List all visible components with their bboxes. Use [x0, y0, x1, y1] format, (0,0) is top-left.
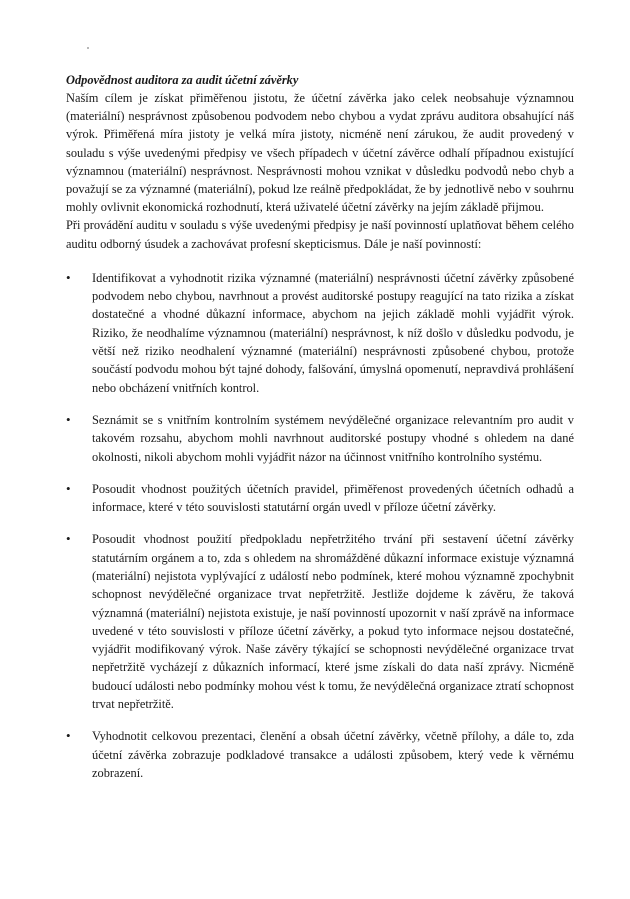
duties-list: [66, 269, 574, 782]
bullet-icon: •: [66, 728, 71, 744]
list-item: [66, 530, 574, 713]
list-item-text: Seznámit se s vnitřním kontrolním systémem nevýdělečné organizace relevantním pro audit v takovém rozsahu, abychom mohli navrhnout auditorské postupy vhodné s ohledem na dané okolnosti, nikoli abychom mohli vyjádřit názor na účinnost vnitřního kontrolního systému.: [92, 412, 574, 464]
paragraph-duties-intro: Při provádění auditu v souladu s výše uvedenými předpisy je naší povinností uplatňovat během celého auditu odborný úsudek a zachovávat profesní skepticismus. Dále je naší povinností:: [66, 218, 574, 251]
list-item-text: Posoudit vhodnost použitých účetních pravidel, přiměřenost provedených účetních odhadů a informace, které v této souvislosti statutární orgán uvedl v příloze účetní závěrky.: [92, 481, 574, 515]
bullet-icon: •: [66, 480, 71, 496]
document-page: [66, 71, 574, 796]
scan-speck: [87, 47, 89, 49]
bullet-icon: •: [66, 411, 71, 427]
list-item: [66, 269, 574, 397]
list-item: [66, 411, 574, 466]
list-item: [66, 480, 574, 517]
section-heading: Odpovědnost auditora za audit účetní závěrky: [66, 73, 299, 87]
list-item-text: Identifikovat a vyhodnotit rizika významné (materiální) nesprávnosti účetní závěrky způsobené podvodem nebo chybou, navrhnout a provést auditorské postupy reagující na tato rizika a získat dostatečné a vhodné důkazní informace, abychom na jejich základě mohli vyjádřit výrok. Riziko, že neodhalíme významnou (materiální) nesprávnost, k níž došlo v důsledku podvodu, je větší než riziko neodhalení významné (materiální) nesprávnosti způsobené chybou, protože součástí podvodu mohou být tajné dohody, falšování, úmyslná opomenutí, nepravdivá prohlášení nebo obcházení vnitřních kontrol.: [92, 270, 574, 395]
list-item-text: Vyhodnotit celkovou prezentaci, členění a obsah účetní závěrky, včetně přílohy, a dále to, zda účetní závěrka zobrazuje podkladové transakce a události způsobem, který vede k věrnému zobrazení.: [92, 729, 574, 780]
bullet-icon: •: [66, 269, 71, 285]
list-item: [66, 727, 574, 782]
bullet-icon: •: [66, 531, 71, 547]
list-item-text: Posoudit vhodnost použití předpokladu nepřetržitého trvání při sestavení účetní závěrky statutárním orgánem a to, zda s ohledem na shromážděné důkazní informace existuje významná (materiální) nejistota vyplývající z událostí nebo podmínek, které mohou významně zpochybnit schopnost nevýdělečné organizace trvat nepřetržitě. Jestliže dojdeme k závěru, že taková významná (materiální) nejistota existuje, je naší povinností upozornit v naší zprávě na informace uvedené v této souvislosti v příloze účetní závěrky, a pokud tyto informace nejsou dostatečné, vyjádřit modifikovaný výrok. Naše závěry týkající se schopnosti nevýdělečné organizace trvat nepřetržitě vycházejí z důkazních informací, které jsme získali do data naší zprávy. Nicméně budoucí události nebo podmínky mohou vést k tomu, že nevýdělečná organizace ztratí schopnost trvat nepřetržitě.: [92, 532, 574, 712]
paragraph-objective: Naším cílem je získat přiměřenou jistotu, že účetní závěrka jako celek neobsahuje významnou (materiální) nesprávnost způsobenou podvodem nebo chybou a vydat zprávu auditora obsahující náš výrok. Přiměřená míra jistoty je velká míra jistoty, nicméně není zárukou, že audit provedený v souladu s výše uvedenými předpisy ve všech případech v účetní závěrce odhalí případnou existující významnou (materiální) nesprávnost. Nesprávnosti mohou vznikat v důsledku podvodů nebo chyb a považují se za významné (materiální), pokud lze reálně předpokládat, že by jednotlivě nebo v souhrnu mohly ovlivnit ekonomická rozhodnutí, která uživatelé účetní závěrky na jejím základě přijmou.: [66, 91, 574, 215]
